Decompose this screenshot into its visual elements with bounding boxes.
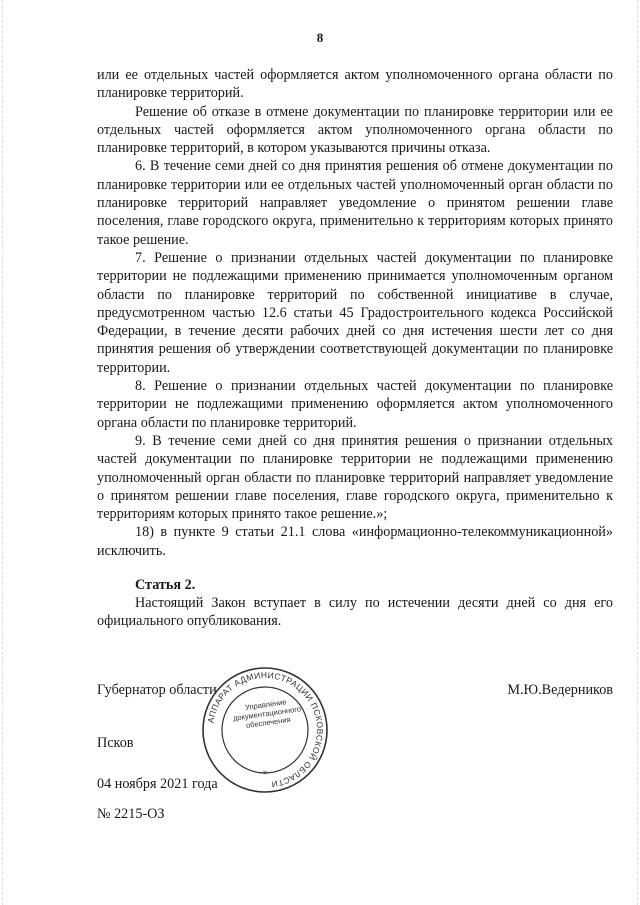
- seal-inner-text: Управление документационного обеспечения: [232, 697, 302, 730]
- paragraph-continuation: или ее отдельных частей оформляется актом уполномоченного органа области по планировке территорий.: [97, 67, 613, 102]
- scan-edge-right: [635, 0, 638, 905]
- official-seal: [200, 665, 330, 795]
- date-of-signing: 04 ноября 2021 года: [97, 776, 218, 792]
- paragraph-item-7: 7. Решение о признании отдельных частей документации по планировке территории не подлежащими применению принимается уполномоченным органом области по планировке территорий по собственной инициативе в случае, предусмотренном частью 12.6 статьи 45 Градостроительного кодекса Российской Федерации, в течение десяти рабочих дней со дня истечения шести лет со дня принятия решения об утверждении соответствующей документации по планировке территории.: [97, 249, 613, 376]
- signatory-name: М.Ю.Ведерников: [507, 682, 613, 698]
- paragraph-item-6: 6. В течение семи дней со дня принятия решения об отмене документации по планировке территории или ее отдельных частей уполномоченный орган области по планировке территорий направляет уведомление о принятом решении главе поселения, главе городского округа, применительно к территориям которых принято такое решение.: [97, 158, 613, 248]
- paragraph-item-8: 8. Решение о признании отдельных частей документации по планировке территории не подлежащими применению оформляется актом уполномоченного органа области по планировке территорий.: [97, 378, 613, 431]
- signatory-position: Губернатор области: [97, 682, 217, 698]
- paragraph-refusal: Решение об отказе в отмене документации по планировке территории или ее отдельных частей оформляется актом уполномоченного органа области по планировке территорий, в котором указываются причины отказа.: [97, 103, 613, 157]
- law-number: № 2215-ОЗ: [97, 806, 165, 822]
- page-number: 8: [316, 30, 324, 45]
- document-body: [97, 66, 613, 560]
- svg-text:*: *: [262, 770, 268, 780]
- scan-edge-left: [2, 0, 5, 905]
- seal-ring-text: АППАРАТ АДМИНИСТРАЦИИ ПСКОВСКОЙ ОБЛАСТИ: [205, 669, 326, 790]
- paragraph-item-9: 9. В течение семи дней со дня принятия решения о признании отдельных частей документации по планировке территории не подлежащими применению уполномоченный орган области по планировке территорий направляет уведомление о принятом решении главе поселения, главе городского округа, применительно к территориям которых принято такое решение.»;: [97, 432, 613, 523]
- place-of-signing: Псков: [97, 735, 134, 751]
- article-title: Статья 2.: [135, 577, 196, 593]
- paragraph-item-18: 18) в пункте 9 статьи 21.1 слова «информационно-телекоммуникационной» исключить.: [97, 524, 613, 559]
- article-text: Настоящий Закон вступает в силу по истечении десяти дней со дня его официального опубликования.: [97, 595, 613, 630]
